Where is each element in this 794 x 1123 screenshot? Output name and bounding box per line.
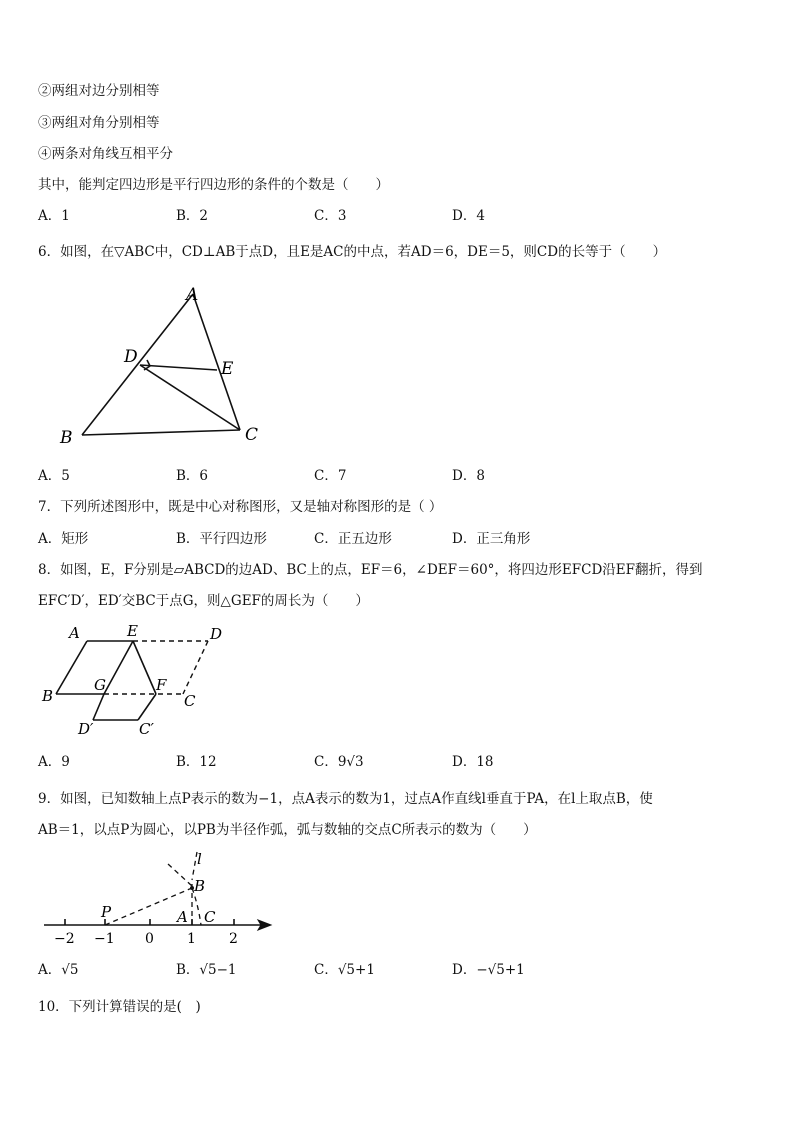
q9-tick-0: 0 <box>145 931 154 947</box>
question-9-stem-line-1: 9．如图，已知数轴上点P表示的数为−1，点A表示的数为1，过点A作直线l垂直于PA，在l上取点B，使 <box>38 791 653 807</box>
question-9-stem-line-2: AB＝1，以点P为圆心，以PB为半径作弧，弧与数轴的交点C所表示的数为（ ） <box>38 822 537 838</box>
q8-label-f: F <box>156 676 167 694</box>
q8-option-c[interactable]: C．9√3 <box>314 754 364 770</box>
q9-label-l: l <box>197 850 202 868</box>
condition-2: ②两组对边分别相等 <box>38 83 160 99</box>
q6-label-d: D <box>124 347 138 367</box>
q7-option-b[interactable]: B．平行四边形 <box>176 531 267 547</box>
q8-label-e: E <box>127 622 138 640</box>
q9-option-b[interactable]: B．√5−1 <box>176 962 237 978</box>
question-8-stem-line-1: 8．如图，E，F分别是▱ABCD的边AD、BC上的点，EF＝6，∠DEF＝60°，将四边形EFCD沿EF翻折，得到 <box>38 562 703 578</box>
q7-option-d[interactable]: D．正三角形 <box>452 531 531 547</box>
condition-3: ③两组对角分别相等 <box>38 115 160 131</box>
q8-label-b: B <box>42 687 54 705</box>
q5-option-c[interactable]: C．3 <box>314 208 347 224</box>
q9-option-d[interactable]: D．−√5+1 <box>452 962 525 978</box>
q6-option-a[interactable]: A．5 <box>38 468 70 484</box>
q5-option-a[interactable]: A．1 <box>38 208 70 224</box>
q9-label-p: P <box>101 903 112 921</box>
q6-label-a: A <box>186 285 199 305</box>
q9-number-line-figure <box>38 846 278 950</box>
question-6-stem: 6．如图，在▽ABC中，CD⊥AB于点D，且E是AC的中点，若AD＝6，DE＝5，则CD的长等于（ ） <box>38 244 667 260</box>
q6-label-b: B <box>60 428 73 448</box>
q8-label-g: G <box>94 676 106 694</box>
q8-option-a[interactable]: A．9 <box>38 754 70 770</box>
q8-label-c-prime: C′ <box>139 720 154 738</box>
q9-tick-minus-2: −2 <box>54 931 75 947</box>
q9-option-c[interactable]: C．√5+1 <box>314 962 375 978</box>
q8-label-a: A <box>69 624 80 642</box>
q8-label-d-prime: D′ <box>78 720 94 738</box>
question-7-stem: 7．下列所述图形中，既是中心对称图形，又是轴对称图形的是（ ） <box>38 499 443 515</box>
q9-label-a: A <box>177 908 188 926</box>
condition-4: ④两条对角线互相平分 <box>38 146 173 162</box>
q7-option-c[interactable]: C．正五边形 <box>314 531 392 547</box>
q8-label-c: C <box>184 692 196 710</box>
q8-option-d[interactable]: D．18 <box>452 754 494 770</box>
q8-label-d: D <box>210 625 223 643</box>
q9-option-a[interactable]: A．√5 <box>38 962 79 978</box>
q6-label-e: E <box>221 359 234 379</box>
question-10-stem: 10．下列计算错误的是( ) <box>38 999 201 1015</box>
q9-label-b: B <box>194 877 206 895</box>
q5-option-b[interactable]: B．2 <box>176 208 209 224</box>
q9-label-c: C <box>204 908 216 926</box>
q6-label-c: C <box>245 425 259 445</box>
q9-tick-1: 1 <box>187 931 196 947</box>
q9-tick-2: 2 <box>229 931 238 947</box>
q6-option-c[interactable]: C．7 <box>314 468 347 484</box>
q7-option-a[interactable]: A．矩形 <box>38 531 89 547</box>
q6-option-d[interactable]: D．8 <box>452 468 485 484</box>
question-5-stem: 其中，能判定四边形是平行四边形的条件的个数是（ ） <box>38 177 389 193</box>
q6-option-b[interactable]: B．6 <box>176 468 209 484</box>
q8-option-b[interactable]: B．12 <box>176 754 217 770</box>
question-8-stem-line-2: EFC′D′，ED′交BC于点G，则△GEF的周长为（ ） <box>38 593 369 609</box>
q9-tick-minus-1: −1 <box>94 931 115 947</box>
q8-parallelogram-figure <box>38 622 238 744</box>
q6-triangle-figure <box>40 282 270 452</box>
q5-option-d[interactable]: D．4 <box>452 208 485 224</box>
